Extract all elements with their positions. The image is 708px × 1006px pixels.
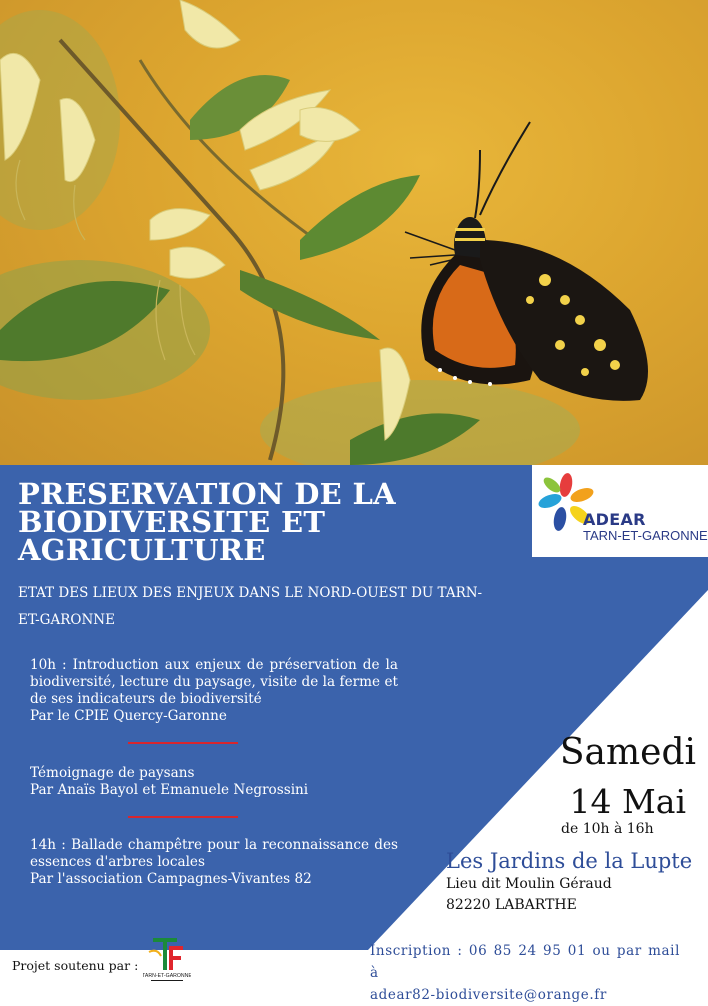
program-speaker: Par le CPIE Quercy-Garonne (30, 708, 227, 724)
separator (128, 742, 238, 744)
program-text: 14h : Ballade champêtre pour la reconnaissance des essences d'arbres locales (30, 837, 398, 870)
subtitle-line: ET-GARONNE (18, 612, 115, 628)
subtitle-line: ETAT DES LIEUX DES ENJEUX DANS LE NORD-OUEST DU TARN- (18, 585, 483, 601)
butterfly-flower-photo (0, 0, 708, 465)
title-line: AGRICULTURE (18, 533, 266, 567)
title-line: BIODIVERSITE ET (18, 505, 326, 539)
event-date: 14 Mai (569, 782, 686, 821)
program-text: 10h : Introduction aux enjeux de préservation de la biodiversité, lecture du paysage, visite de la ferme et de ses indicateurs de biodiversité (30, 657, 398, 707)
sponsor-logo-text: TARN-ET-GARONNE (143, 973, 191, 979)
logo-subtitle: TARN-ET-GARONNE (583, 528, 708, 543)
event-place: Les Jardins de la Lupte (446, 849, 693, 873)
program-speaker: Par Anaïs Bayol et Emanuele Negrossini (30, 782, 309, 798)
tarn-et-garonne-department-logo (143, 932, 191, 984)
support-label: Projet soutenu par : (12, 958, 139, 973)
event-address-line2: 82220 LABARTHE (446, 897, 577, 913)
program-item (30, 657, 398, 725)
event-day: Samedi (559, 732, 696, 773)
inscription-email[interactable]: adear82-biodiversite@orange.fr (370, 987, 607, 1003)
poster-title (18, 477, 428, 567)
logo-name: ADEAR (583, 510, 646, 529)
butterfly-icon (405, 122, 648, 401)
title-line: PRESERVATION DE LA (18, 477, 396, 511)
poster-subtitle (18, 580, 488, 634)
event-hours: de 10h à 16h (561, 821, 654, 837)
separator (128, 816, 238, 818)
inscription-phone: Inscription : 06 85 24 95 01 ou par mail à (370, 943, 680, 981)
event-address-line1: Lieu dit Moulin Géraud (446, 876, 612, 892)
photo-illustration (0, 0, 708, 465)
program-item (30, 837, 398, 888)
program-text: Témoignage de paysans (30, 765, 195, 781)
inscription-info (370, 940, 680, 1006)
program-item (30, 765, 398, 799)
department-emblem-icon (143, 932, 191, 984)
program-speaker: Par l'association Campagnes-Vivantes 82 (30, 871, 312, 887)
